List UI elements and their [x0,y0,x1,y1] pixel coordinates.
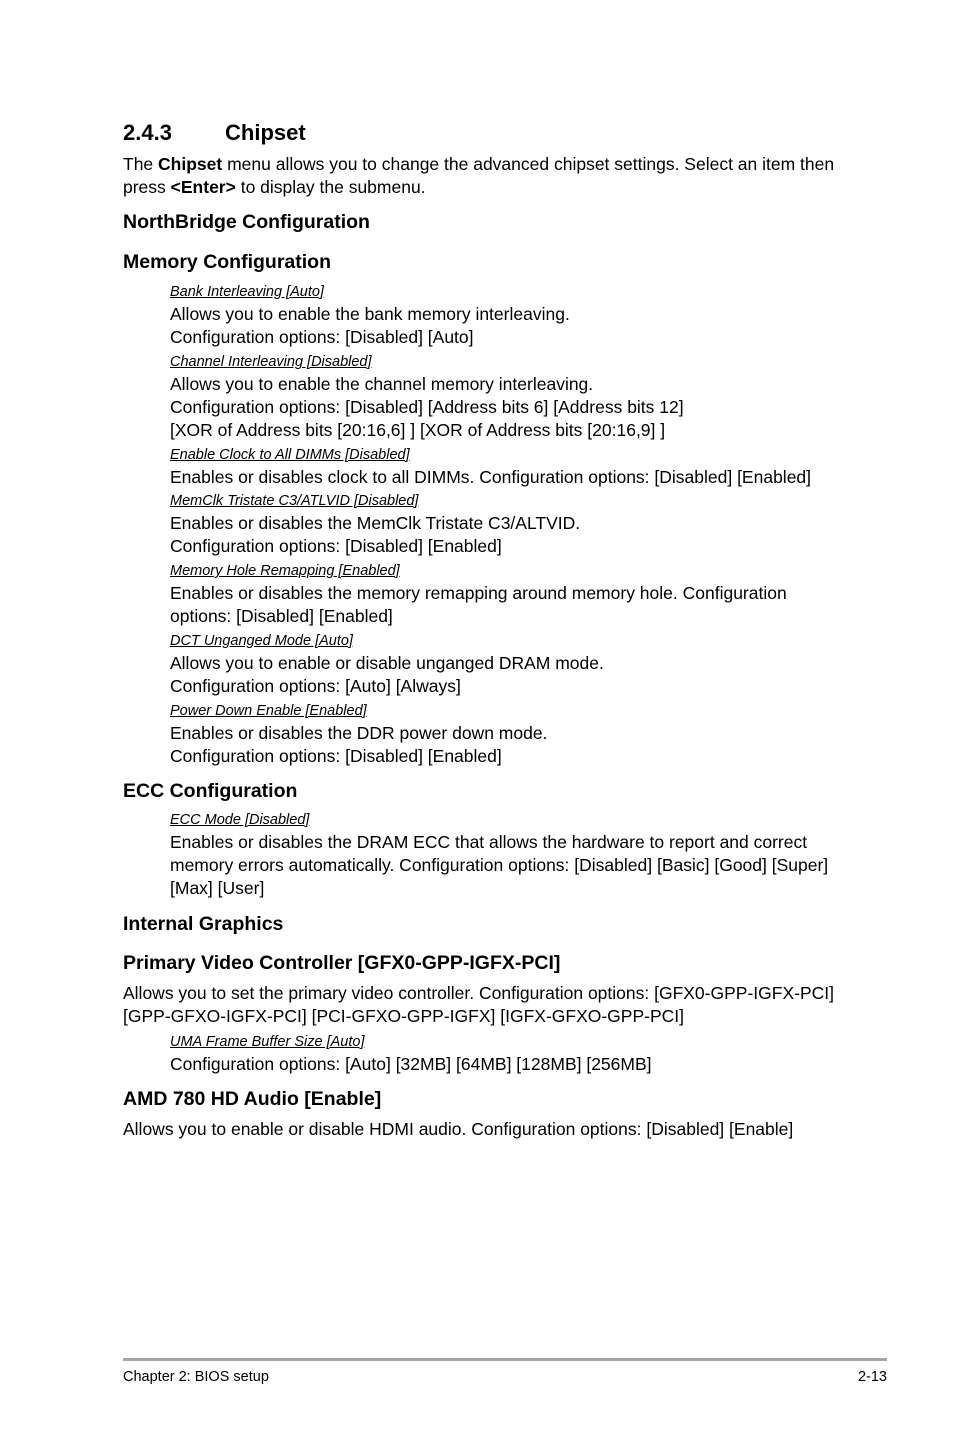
item-desc-line: Configuration options: [Disabled] [Enabled] [170,536,502,556]
item-desc-line: Allows you to enable the bank memory interleaving. [170,304,570,324]
item-dct-unganged-mode [170,631,835,698]
item-memclk-tristate [170,491,835,558]
intro-paragraph [123,153,835,199]
item-bank-interleaving [170,282,835,349]
heading-ecc: ECC Configuration [123,780,298,802]
intro-bold-chipset: Chipset [158,154,223,174]
intro-text-2: menu allows you to change the advanced chipset settings. Select an item then press [123,154,835,197]
item-desc-line: Enables or disables the DRAM ECC that allows the hardware to report and correct [170,832,808,852]
desc-line: [GPP-GFXO-IGFX-PCI] [PCI-GFXO-GPP-IGFX] [IGFX-GFXO-GPP-PCI] [123,1006,684,1026]
section-name: Chipset [225,120,306,145]
item-desc-line: Allows you to enable or disable unganged DRAM mode. [170,653,604,673]
heading-internal-graphics: Internal Graphics [123,913,284,935]
item-desc-line: [Max] [User] [170,878,265,898]
page-footer [123,1358,887,1385]
item-desc-line: memory errors automatically. Configuration options: [Disabled] [Basic] [Good] [Super] [170,855,829,875]
intro-bold-enter: <Enter> [170,177,236,197]
item-power-down-enable [170,701,835,768]
primary-video-description [123,982,835,1028]
item-desc-line: Enables or disables the DDR power down mode. [170,723,548,743]
item-label: MemClk Tristate C3/ATLVID [Disabled] [170,493,419,509]
item-label: UMA Frame Buffer Size [Auto] [170,1034,365,1050]
item-ecc-mode [170,810,835,900]
item-desc-line: Configuration options: [Auto] [32MB] [64MB] [128MB] [256MB] [170,1054,652,1074]
item-label: Channel Interleaving [Disabled] [170,354,372,370]
footer-page-number: 2-13 [857,1369,887,1385]
item-desc-line: Enables or disables clock to all DIMMs. Configuration options: [Disabled] [Enabled] [170,467,812,487]
audio-description [123,1118,835,1141]
section-number: 2.4.3 [123,120,172,145]
item-desc-line: Enables or disables the memory remapping around memory hole. Configuration [170,583,787,603]
item-label: Enable Clock to All DIMMs [Disabled] [170,447,410,463]
item-desc-line: Enables or disables the MemClk Tristate C3/ALTVID. [170,513,581,533]
item-enable-clock-dimms [170,445,835,489]
desc-line: Allows you to set the primary video controller. Configuration options: [GFX0-GPP-IGFX-PCI] [123,983,834,1003]
item-channel-interleaving [170,352,835,442]
item-desc-line: options: [Disabled] [Enabled] [170,606,393,626]
item-desc-line: Configuration options: [Disabled] [Enabled] [170,746,502,766]
item-memory-hole-remapping [170,561,835,628]
heading-amd-audio: AMD 780 HD Audio [Enable] [123,1088,382,1110]
item-uma-frame-buffer [170,1032,835,1076]
item-desc-line: Configuration options: [Disabled] [Auto] [170,327,474,347]
intro-text-3: to display the submenu. [235,177,426,197]
item-desc-line: [XOR of Address bits [20:16,6] ] [XOR of Address bits [20:16,9] ] [170,420,666,440]
item-label: Memory Hole Remapping [Enabled] [170,563,400,579]
intro-text-1: The [123,154,159,174]
item-desc-line: Configuration options: [Auto] [Always] [170,676,461,696]
item-label: DCT Unganged Mode [Auto] [170,633,353,649]
item-desc-line: Allows you to enable the channel memory interleaving. [170,374,594,394]
desc-line: Allows you to enable or disable HDMI audio. Configuration options: [Disabled] [Enable] [123,1119,794,1139]
item-label: Power Down Enable [Enabled] [170,703,367,719]
item-label: Bank Interleaving [Auto] [170,284,324,300]
heading-memory: Memory Configuration [123,251,331,273]
heading-northbridge: NorthBridge Configuration [123,211,370,233]
heading-primary-video: Primary Video Controller [GFX0-GPP-IGFX-PCI] [123,952,561,974]
item-desc-line: Configuration options: [Disabled] [Address bits 6] [Address bits 12] [170,397,684,417]
section-title [123,118,306,148]
item-label: ECC Mode [Disabled] [170,812,310,828]
footer-chapter: Chapter 2: BIOS setup [123,1369,269,1385]
